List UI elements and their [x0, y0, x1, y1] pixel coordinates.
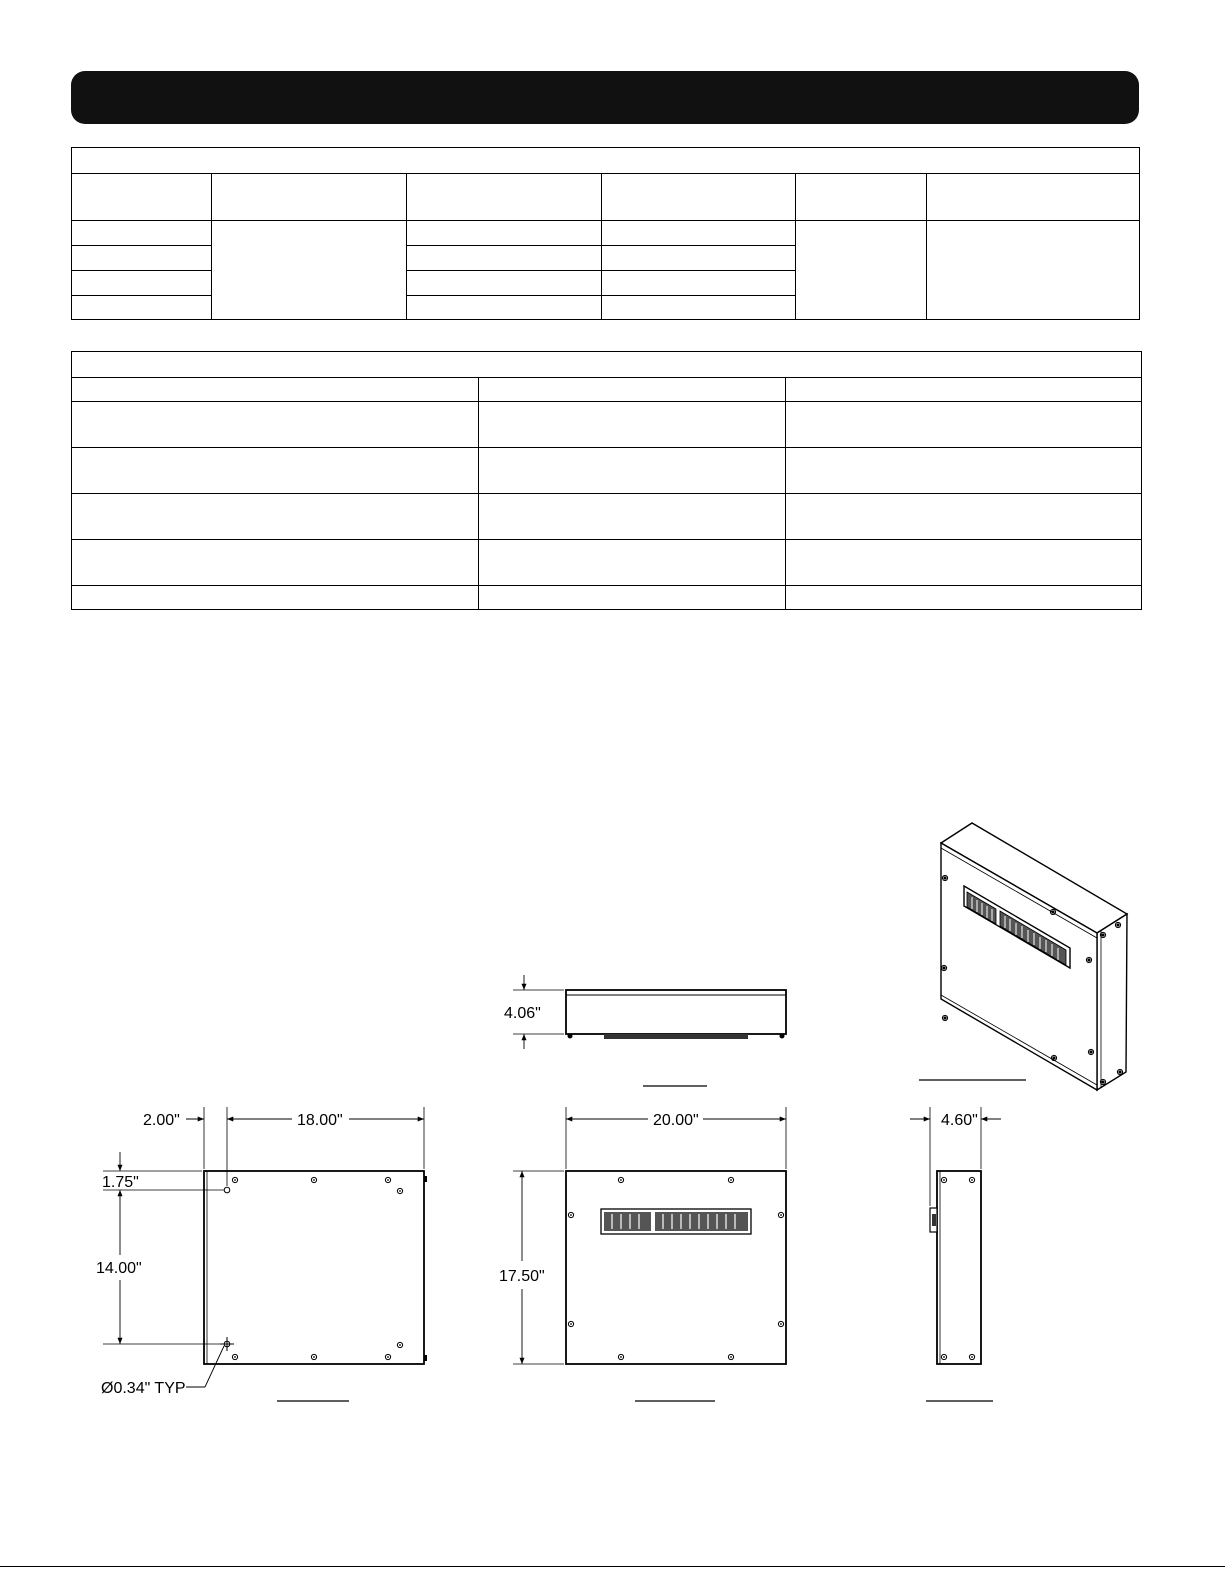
rear-view	[96, 1107, 427, 1401]
dim-hole-diameter: Ø0.34" TYP	[101, 1380, 186, 1397]
dim-rear-span-v: 14.00"	[96, 1260, 142, 1277]
dim-rear-span-h: 18.00"	[297, 1112, 343, 1129]
dim-top-depth: 4.06"	[504, 1005, 541, 1022]
side-view-body	[937, 1171, 981, 1364]
isometric-view	[941, 823, 1127, 1090]
dim-front-height: 17.50"	[499, 1268, 545, 1285]
iso-side-face	[1097, 914, 1127, 1090]
side-view	[910, 1107, 1001, 1401]
top-view	[504, 975, 786, 1086]
footer-rule	[0, 1566, 1225, 1567]
dim-front-width: 20.00"	[653, 1112, 699, 1129]
top-view-body	[566, 990, 786, 1034]
dim-rear-offset-v: 1.75"	[102, 1174, 139, 1191]
rear-view-body	[204, 1171, 424, 1364]
front-breaker-panel	[601, 1209, 751, 1234]
dim-rear-offset-h: 2.00"	[143, 1112, 180, 1129]
front-view	[499, 1107, 786, 1401]
dim-side-depth: 4.60"	[941, 1112, 978, 1129]
front-view-body	[566, 1171, 786, 1364]
